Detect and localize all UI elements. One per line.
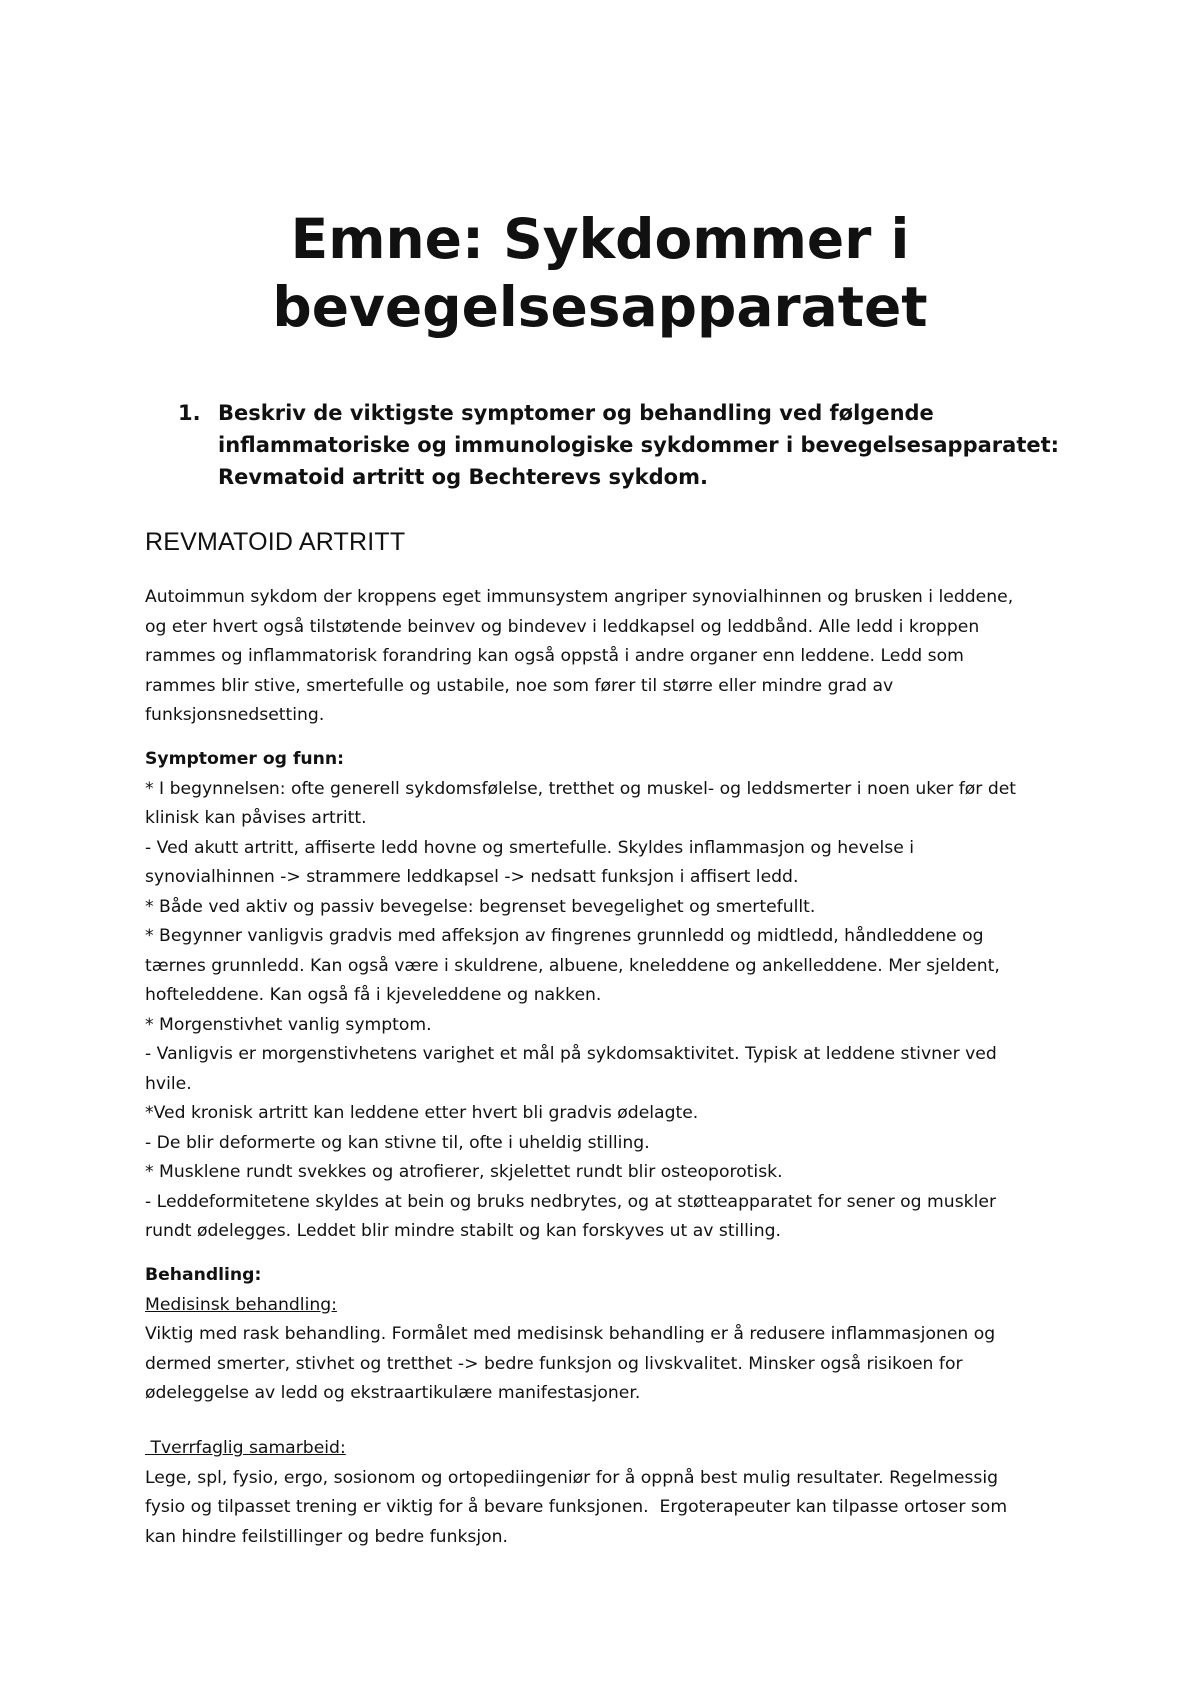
treatment-section — [145, 1261, 1085, 1409]
symptom-line: hvile. — [145, 1073, 192, 1094]
treatment-line: Viktig med rask behandling. Formålet med medisinsk behandling er å redusere inflammasjonen og — [145, 1324, 996, 1344]
symptom-line: rundt ødelegges. Leddet blir mindre stabilt og kan forskyves ut av stilling. — [145, 1221, 781, 1241]
symptom-line: - Leddeformitetene skyldes at bein og bruks nedbrytes, og at støtteapparatet for sener og muskler — [145, 1191, 997, 1212]
question-number: 1. — [178, 401, 201, 425]
interdisciplinary-section — [145, 1434, 1085, 1552]
section-heading: REVMATOID ARTRITT — [145, 528, 406, 556]
symptom-line: tærnes grunnledd. Kan også være i skuldrene, albuene, kneleddene og ankelleddene. Mer sjeldent, — [145, 955, 1000, 976]
question-line: Revmatoid artritt og Bechterevs sykdom. — [218, 465, 708, 489]
symptom-line: klinisk kan påvises artritt. — [145, 808, 367, 828]
title-line-2: bevegelsesapparatet — [272, 275, 928, 339]
question-line: inflammatoriske og immunologiske sykdommer i bevegelsesapparatet: — [218, 433, 1060, 457]
symptoms-section — [145, 745, 1085, 1247]
paragraph-line: Autoimmun sykdom der kroppens eget immunsystem angriper synovialhinnen og brusken i leddene, — [145, 587, 1014, 607]
treatment-line: dermed smerter, stivhet og tretthet -> bedre funksjon og livskvalitet. Minsker også risikoen for — [145, 1353, 963, 1374]
paragraph-line: rammes blir stive, smertefulle og ustabile, noe som fører til større eller mindre grad av — [145, 675, 894, 696]
symptom-line: *Ved kronisk artritt kan leddene etter hvert bli gradvis ødelagte. — [145, 1103, 699, 1123]
symptom-line: synovialhinnen -> strammere leddkapsel -> nedsatt funksjon i affisert ledd. — [145, 867, 799, 887]
symptom-line: * Morgenstivhet vanlig symptom. — [145, 1014, 432, 1035]
symptom-line: * I begynnelsen: ofte generell sykdomsfølelse, tretthet og muskel- og leddsmerter i noen uker før det — [145, 778, 1017, 799]
treatment-line: ødeleggelse av ledd og ekstraartikulære manifestasjoner. — [145, 1383, 641, 1403]
interdisciplinary-line: kan hindre feilstillinger og bedre funksjon. — [145, 1526, 509, 1547]
title-line-1: Emne: Sykdommer i — [290, 207, 910, 271]
treatment-heading: Behandling: — [145, 1265, 262, 1285]
paragraph-line: rammes og inflammatorisk forandring kan også oppstå i andre organer enn leddene. Ledd som — [145, 646, 964, 666]
symptom-line: - Ved akutt artritt, affiserte ledd hovne og smertefulle. Skyldes inflammasjon og hevelse i — [145, 837, 915, 858]
question-text — [218, 397, 1060, 493]
intro-paragraph — [145, 583, 1085, 731]
document-title — [0, 205, 1200, 341]
interdisciplinary-line: fysio og tilpasset trening er viktig for å bevare funksjonen. Ergoterapeuter kan tilpasse ortoser som — [145, 1497, 1008, 1517]
interdisciplinary-heading: Tverrfaglig samarbeid: — [145, 1438, 346, 1458]
symptom-line: hofteleddene. Kan også få i kjeveleddene og nakken. — [145, 985, 602, 1005]
symptom-line: - Vanligvis er morgenstivhetens varighet et mål på sykdomsaktivitet. Typisk at leddene stivner ved — [145, 1044, 997, 1064]
interdisciplinary-line: Lege, spl, fysio, ergo, sosionom og ortopediingeniør for å oppnå best mulig resultater. Regelmessig — [145, 1467, 999, 1488]
symptom-line: * Både ved aktiv og passiv bevegelse: begrenset bevegelighet og smertefullt. — [145, 896, 816, 917]
medical-treatment-heading: Medisinsk behandling: — [145, 1294, 337, 1315]
paragraph-line: funksjonsnedsetting. — [145, 705, 325, 725]
symptom-line: * Musklene rundt svekkes og atrofierer, skjelettet rundt blir osteoporotisk. — [145, 1162, 783, 1182]
symptom-line: - De blir deformerte og kan stivne til, ofte i uheldig stilling. — [145, 1132, 650, 1153]
symptom-line: * Begynner vanligvis gradvis med affeksjon av fingrenes grunnledd og midtledd, håndleddene og — [145, 926, 984, 946]
symptoms-heading: Symptomer og funn: — [145, 749, 344, 769]
paragraph-line: og eter hvert også tilstøtende beinvev og bindevev i leddkapsel og leddbånd. Alle ledd i kroppen — [145, 616, 980, 637]
question-line: Beskriv de viktigste symptomer og behandling ved følgende — [218, 401, 934, 425]
